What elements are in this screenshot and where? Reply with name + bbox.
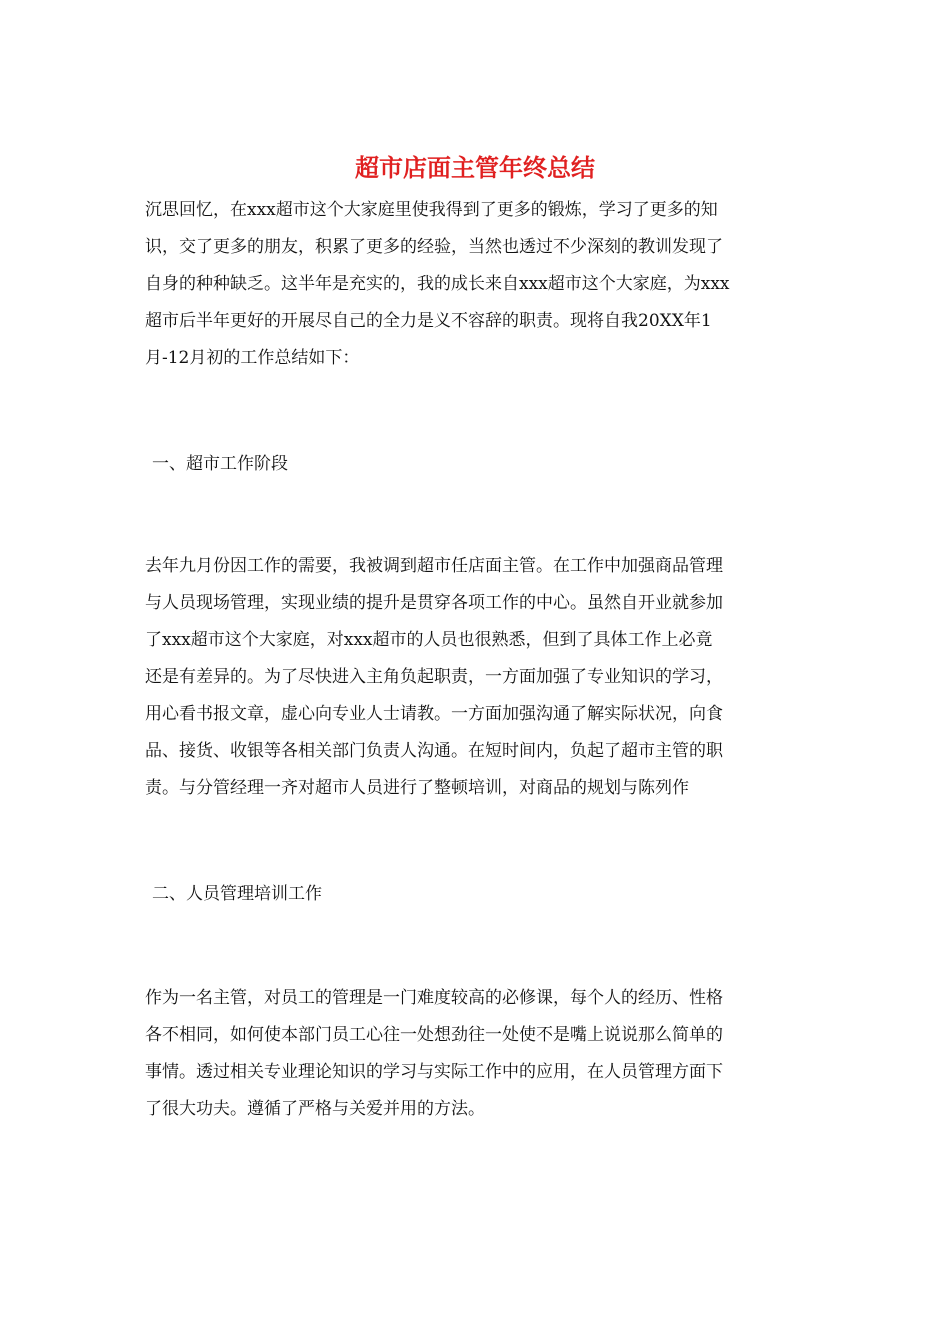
section1-heading: 一、超市工作阶段: [152, 454, 288, 474]
section2-heading: 二、人员管理培训工作: [152, 884, 322, 904]
intro-paragraph: 沉思回忆，在xxx超市这个大家庭里使我得到了更多的锻炼，学习了更多的知 识，交了更多的朋友，积累了更多的经验，当然也透过不少深刻的教训发现了 自身的种种缺乏。这半年是充实的，我的成长来自xxx超市这个大家庭，为xxx 超市后半年更好的开展尽自己的全力是义不容辞的职责。现将自我20XX年1 月-12月初的工作总结如下：: [145, 200, 730, 368]
document-title: 超市店面主管年终总结: [355, 153, 595, 182]
section2-paragraph: 作为一名主管，对员工的管理是一门难度较高的必修课，每个人的经历、性格 各不相同，如何使本部门员工心往一处想劲往一处使不是嘴上说说那么简单的 事情。透过相关专业理论知识的学习与实际工作中的应用，在人员管理方面下 了很大功夫。遵循了严格与关爱并用的方法。: [145, 988, 723, 1119]
section1-paragraph: 去年九月份因工作的需要，我被调到超市任店面主管。在工作中加强商品管理 与人员现场管理，实现业绩的提升是贯穿各项工作的中心。虽然自开业就参加 了xxx超市这个大家庭，对xxx超市的人员也很熟悉，但到了具体工作上必竟 还是有差异的。为了尽快进入主角负起职责，一方面加强了专业知识的学习， 用心看书报文章，虚心向专业人士请教。一方面加强沟通了解实际状况，向食 品、接货、收银等各相关部门负责人沟通。在短时间内，负起了超市主管的职 责。与分管经理一齐对超市人员进行了整顿培训，对商品的规划与陈列作: [145, 556, 723, 798]
